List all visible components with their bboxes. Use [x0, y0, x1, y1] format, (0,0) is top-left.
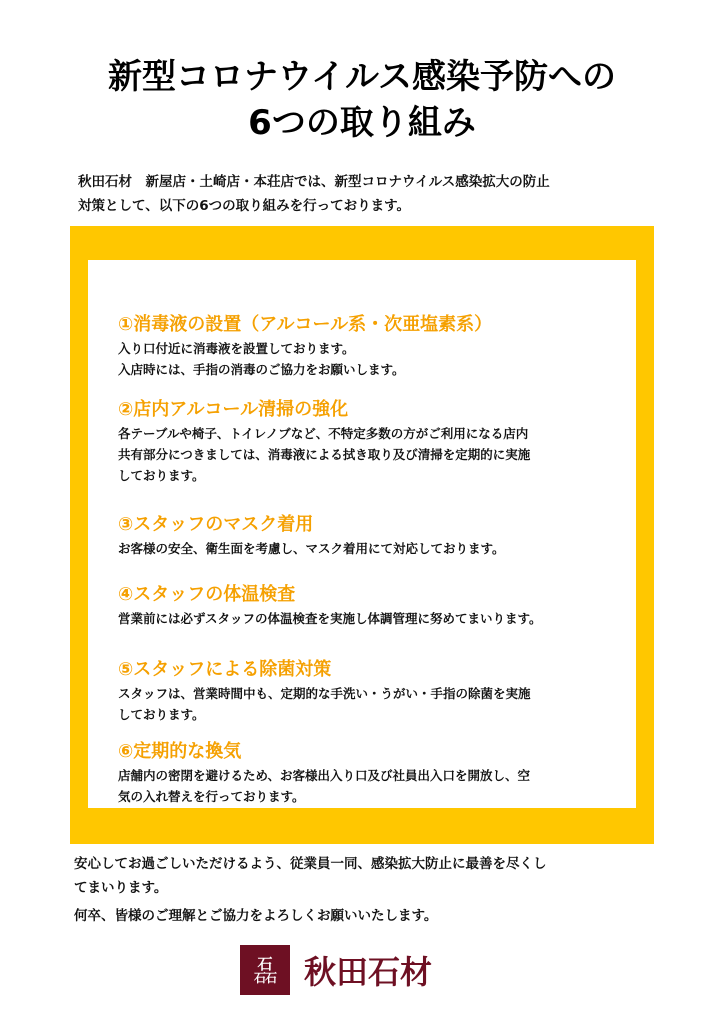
measure-text-line: 共有部分につきましては、消毒液による拭き取り及び清掃を定期的に実施 [118, 447, 531, 462]
page-title [0, 54, 724, 146]
measure-text-line: 気の入れ替えを行っております。 [118, 789, 305, 804]
intro-line-1: 秋田石材 新屋店・土崎店・本荘店では、新型コロナウイルス感染拡大の防止 [78, 174, 550, 190]
intro-line-2: 対策として、以下の6つの取り組みを行っております。 [78, 198, 411, 214]
measure-text-line: 営業前には必ずスタッフの体温検査を実施し体調管理に努めてまいります。 [118, 611, 542, 626]
logo-mark-top: 石 [257, 954, 273, 973]
closing-line-2: てまいります。 [74, 880, 168, 896]
measures-panel [88, 260, 636, 808]
measure-5 [118, 657, 628, 725]
measure-text-line: 入り口付近に消毒液を設置しております。 [118, 341, 355, 356]
closing-line-3: 何卒、皆様のご理解とご協力をよろしくお願いいたします。 [74, 908, 438, 924]
measure-1 [118, 312, 628, 380]
closing-text [74, 852, 654, 928]
measures-frame [70, 226, 654, 844]
company-logo [240, 944, 432, 996]
measure-2 [118, 397, 628, 486]
measure-text-line: 各テーブルや椅子、トイレノブなど、不特定多数の方がご利用になる店内 [118, 426, 529, 441]
stone-mark-icon [240, 945, 290, 995]
measure-heading: ③スタッフのマスク着用 [118, 514, 314, 535]
closing-line-1: 安心してお過ごしいただけるよう、従業員一同、感染拡大防止に最善を尽くし [74, 856, 547, 872]
measure-heading: ⑥定期的な換気 [118, 741, 242, 762]
measure-heading: ⑤スタッフによる除菌対策 [118, 659, 332, 680]
measure-4 [118, 582, 628, 629]
measure-text-line: スタッフは、営業時間中も、定期的な手洗い・うがい・手指の除菌を実施 [118, 686, 531, 701]
measure-heading: ②店内アルコール清掃の強化 [118, 399, 349, 420]
measure-text-line: しております。 [118, 468, 205, 483]
measure-text-line: しております。 [118, 707, 205, 722]
measure-heading: ①消毒液の設置（アルコール系・次亜塩素系） [118, 314, 493, 335]
logo-mark-bottom: 石石 [253, 970, 276, 985]
measure-text-line: 店舗内の密閉を避けるため、お客様出入り口及び社員出入口を開放し、空 [118, 768, 531, 783]
intro-text [78, 170, 658, 218]
measure-text-line: 入店時には、手指の消毒のご協力をお願いします。 [118, 362, 405, 377]
measure-6 [118, 739, 628, 807]
page-title-line-2: 6つの取り組み [248, 103, 476, 143]
measure-3 [118, 512, 628, 559]
measure-heading: ④スタッフの体温検査 [118, 584, 296, 605]
measure-text-line: お客様の安全、衛生面を考慮し、マスク着用にて対応しております。 [118, 541, 505, 556]
page-title-line-1: 新型コロナウイルス感染予防への [108, 57, 616, 97]
company-name: 秋田石材 [304, 953, 433, 991]
